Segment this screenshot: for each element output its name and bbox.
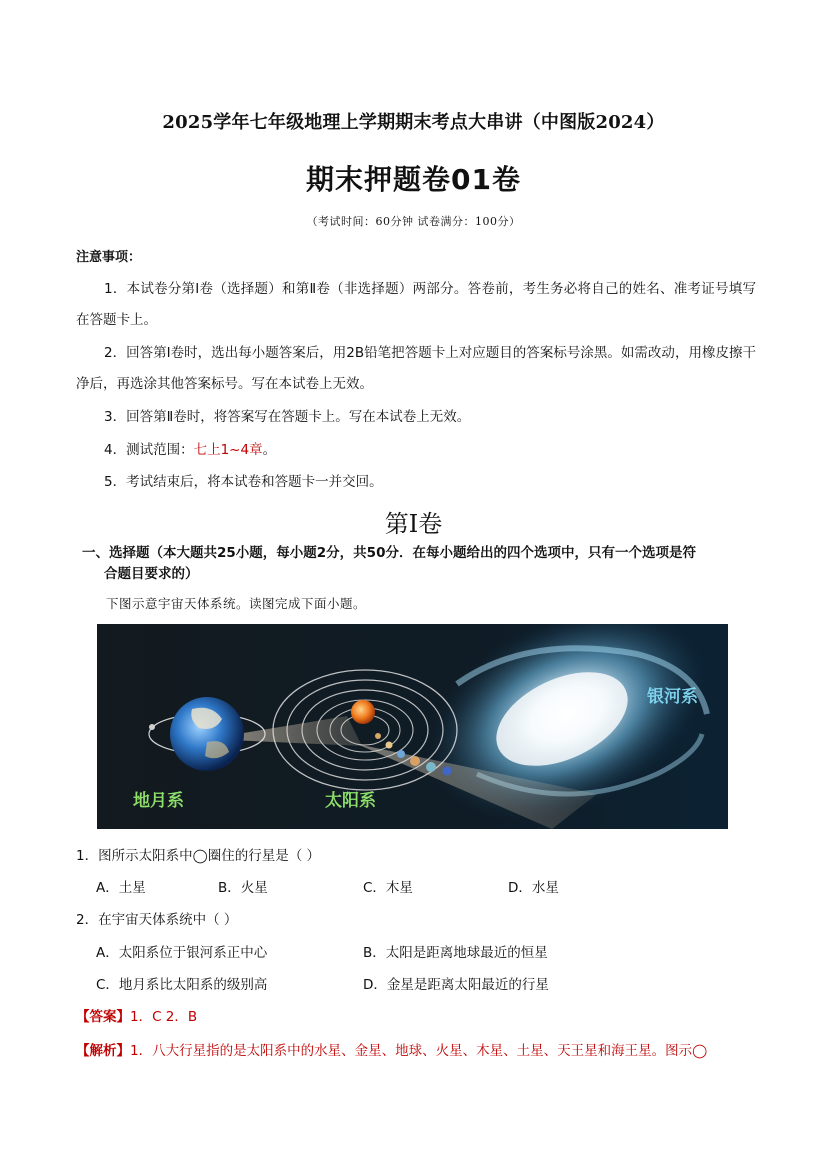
- question-1-option-a: A．土星: [96, 880, 146, 896]
- notice-item-4-prefix: 4．测试范围：: [104, 442, 194, 458]
- cosmic-system-figure: [97, 624, 728, 829]
- choice-heading-line-2: 合题目要求的）: [104, 566, 199, 582]
- test-range: 七上1~4章: [193, 442, 263, 458]
- label-solar-system: 太阳系: [325, 791, 376, 811]
- notice-item-4-suffix: 。: [262, 442, 277, 458]
- notice-item-5: 5．考试结束后，将本试卷和答题卡一并交回。: [104, 474, 383, 490]
- notice-heading: 注意事项：: [76, 250, 142, 265]
- paper-title: 2025学年七年级地理上学期期末考点大串讲（中图版2024）: [162, 112, 665, 133]
- analysis-tag: 【解析】: [76, 1043, 130, 1059]
- question-2-option-b: B．太阳是距离地球最近的恒星: [363, 945, 548, 961]
- question-1-option-c: C．木星: [363, 880, 413, 896]
- notice-item-4: [76, 435, 756, 466]
- question-2-option-d: D．金星是距离太阳最近的行星: [363, 977, 549, 993]
- analysis-value: 1．八大行星指的是太阳系中的水星、金星、地球、火星、木星、土星、天王星和海王星。图示◯: [130, 1043, 708, 1059]
- choice-section-heading: [82, 543, 754, 585]
- analysis-line: [76, 1039, 707, 1059]
- exam-title: 期末押题卷01卷: [306, 163, 521, 196]
- question-1-stem: 1．图所示太阳系中◯圈住的行星是（ ）: [76, 848, 320, 864]
- answer-line: [76, 1005, 197, 1025]
- cosmic-system-illustration: [97, 624, 728, 829]
- section-heading: 第Ⅰ卷: [384, 510, 443, 538]
- question-intro: 下图示意宇宙天体系统。读图完成下面小题。: [106, 596, 367, 611]
- answer-value: 1．C 2．B: [130, 1009, 198, 1025]
- notice-item-1: 1．本试卷分第Ⅰ卷（选择题）和第Ⅱ卷（非选择题）两部分。答卷前，考生务必将自己的姓名、准考证号填写在答题卡上。: [76, 281, 756, 328]
- label-galaxy: 银河系: [647, 687, 698, 707]
- question-1-option-d: D．水星: [508, 880, 559, 896]
- question-2-stem: 2．在宇宙天体系统中（ ）: [76, 912, 238, 928]
- question-1-option-b: B．火星: [218, 880, 268, 896]
- question-2-option-c: C．地月系比太阳系的级别高: [96, 977, 268, 993]
- exam-info: （考试时间：60分钟 试卷满分：100分）: [306, 215, 521, 228]
- notice-item-2: 2．回答第Ⅰ卷时，选出每小题答案后，用2B铅笔把答题卡上对应题目的答案标号涂黑。如需改动，用橡皮擦干净后，再选涂其他答案标号。写在本试卷上无效。: [76, 345, 756, 392]
- label-earth-moon: 地月系: [133, 791, 184, 811]
- answer-tag: 【答案】: [76, 1009, 130, 1025]
- choice-heading-line-1: 一、选择题（本大题共25小题，每小题2分，共50分．在每小题给出的四个选项中，只有一个选项是符: [82, 545, 696, 561]
- question-2-option-a: A．太阳系位于银河系正中心: [96, 945, 268, 961]
- notice-item-3: 3．回答第Ⅱ卷时，将答案写在答题卡上。写在本试卷上无效。: [104, 409, 471, 425]
